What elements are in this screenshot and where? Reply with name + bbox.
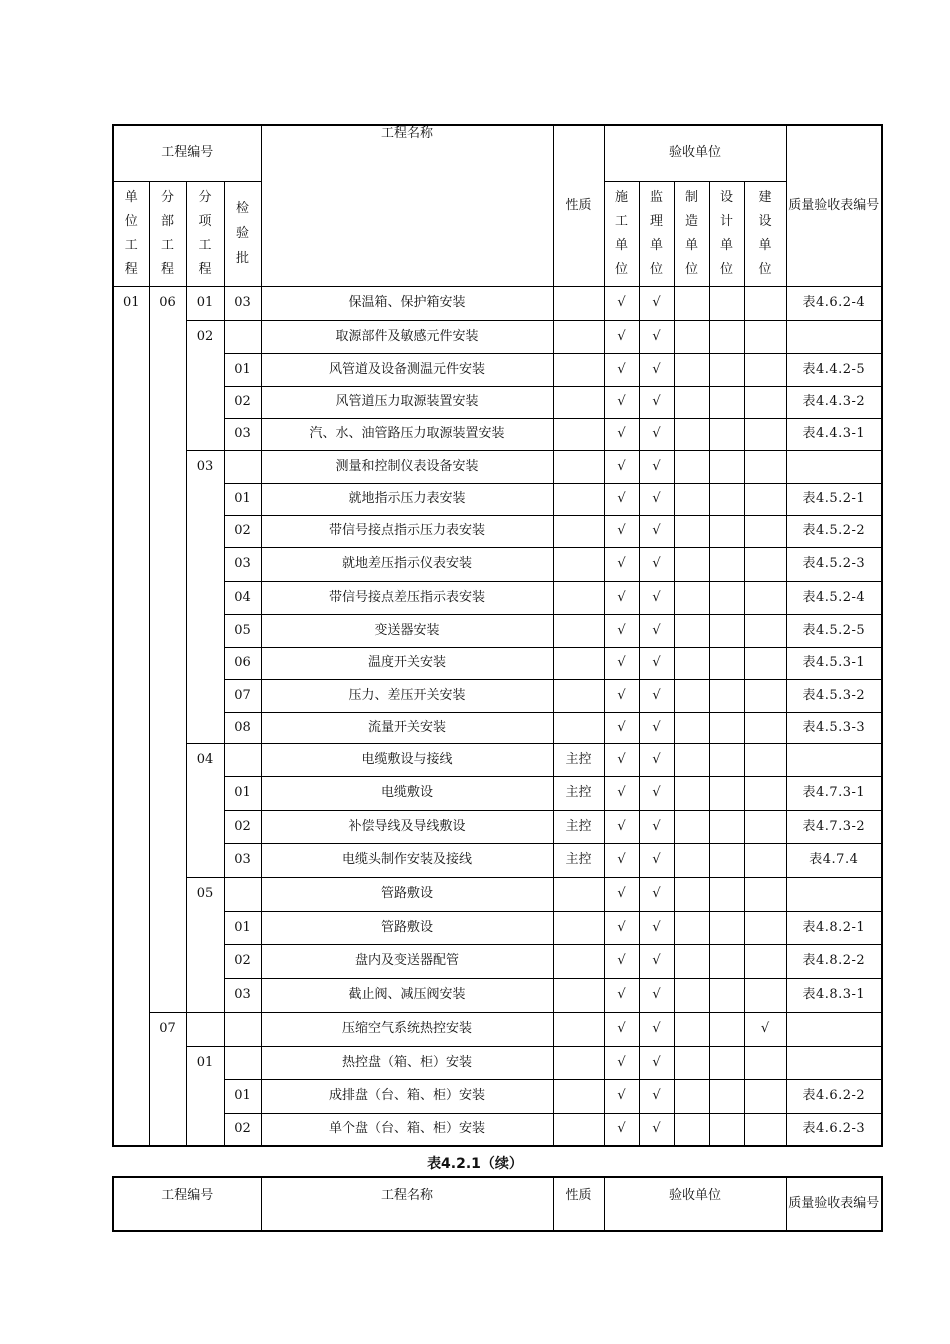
manufacturer-check	[674, 712, 709, 743]
table-row	[113, 911, 882, 944]
project-name-cell: 风管道及设备测温元件安装	[261, 353, 553, 386]
construction-check: √	[604, 1079, 639, 1113]
header-nature: 性质	[553, 125, 604, 286]
supervision-check: √	[639, 1046, 674, 1079]
design-check	[709, 743, 744, 776]
nature-cell	[553, 712, 604, 743]
project-name-cell: 取源部件及敏感元件安装	[261, 320, 553, 353]
manufacturer-check	[674, 877, 709, 911]
supervision-check: √	[639, 418, 674, 450]
nature-cell	[553, 911, 604, 944]
manufacturer-check	[674, 1012, 709, 1046]
project-name-cell: 就地指示压力表安装	[261, 483, 553, 515]
nature-cell	[553, 1012, 604, 1046]
project-name-cell: 变送器安装	[261, 614, 553, 647]
owner-check	[744, 944, 786, 978]
construction-check: √	[604, 614, 639, 647]
subitem-code	[186, 1012, 224, 1046]
design-check	[709, 1012, 744, 1046]
table-row	[113, 843, 882, 877]
nature-cell	[553, 1046, 604, 1079]
header-units-group: 验收单位	[604, 125, 786, 181]
project-name-cell: 温度开关安装	[261, 647, 553, 679]
construction-check: √	[604, 1012, 639, 1046]
supervision-check: √	[639, 679, 674, 712]
manufacturer-check	[674, 320, 709, 353]
design-check	[709, 483, 744, 515]
header-owner-unit: 建设单位	[758, 189, 772, 277]
form-number-cell: 表4.5.2-3	[786, 547, 882, 581]
design-check	[709, 1113, 744, 1146]
batch-code: 05	[224, 614, 261, 647]
construction-check: √	[604, 743, 639, 776]
form-number-cell: 表4.8.2-2	[786, 944, 882, 978]
form-number-cell: 表4.5.3-1	[786, 647, 882, 679]
manufacturer-check	[674, 978, 709, 1012]
supervision-check: √	[639, 944, 674, 978]
batch-code: 03	[224, 978, 261, 1012]
construction-check: √	[604, 911, 639, 944]
construction-check: √	[604, 418, 639, 450]
batch-code	[224, 877, 261, 911]
owner-check	[744, 353, 786, 386]
supervision-check: √	[639, 581, 674, 614]
subitem-code: 01	[186, 1046, 224, 1146]
design-check	[709, 647, 744, 679]
table-row	[113, 1046, 882, 1079]
table-row	[113, 810, 882, 843]
design-check	[709, 547, 744, 581]
manufacturer-check	[674, 843, 709, 877]
form-number-cell: 表4.4.2-5	[786, 353, 882, 386]
form-number-cell: 表4.5.2-2	[786, 515, 882, 547]
project-name-cell: 就地差压指示仪表安装	[261, 547, 553, 581]
design-check	[709, 944, 744, 978]
form-number-cell: 表4.5.2-4	[786, 581, 882, 614]
supervision-check: √	[639, 547, 674, 581]
form-number-cell: 表4.5.2-1	[786, 483, 882, 515]
project-name-cell: 电缆敷设与接线	[261, 743, 553, 776]
header-inspection-batch: 检验批	[236, 201, 250, 266]
form-number-cell: 表4.7.4	[786, 843, 882, 877]
owner-check	[744, 911, 786, 944]
supervision-check: √	[639, 877, 674, 911]
form-number-cell: 表4.5.3-3	[786, 712, 882, 743]
manufacturer-check	[674, 483, 709, 515]
owner-check	[744, 776, 786, 810]
nature-cell	[553, 547, 604, 581]
manufacturer-check	[674, 286, 709, 320]
cont-header-project-name: 工程名称	[261, 1177, 553, 1231]
design-check	[709, 776, 744, 810]
table-row	[113, 581, 882, 614]
owner-check	[744, 450, 786, 483]
owner-check	[744, 743, 786, 776]
project-name-cell: 热控盘（箱、柜）安装	[261, 1046, 553, 1079]
form-number-cell: 表4.8.2-1	[786, 911, 882, 944]
table-row	[113, 1079, 882, 1113]
table-row	[113, 743, 882, 776]
manufacturer-check	[674, 547, 709, 581]
form-number-cell: 表4.8.3-1	[786, 978, 882, 1012]
owner-check	[744, 1113, 786, 1146]
construction-check: √	[604, 353, 639, 386]
header-division-project: 分部工程	[161, 189, 175, 277]
table-row	[113, 712, 882, 743]
nature-cell	[553, 320, 604, 353]
design-check	[709, 911, 744, 944]
project-name-cell: 管路敷设	[261, 877, 553, 911]
cont-header-form-no: 质量验收表编号	[786, 1177, 882, 1231]
subitem-code: 05	[186, 877, 224, 1012]
supervision-check: √	[639, 1012, 674, 1046]
project-name-cell: 带信号接点差压指示表安装	[261, 581, 553, 614]
acceptance-table	[112, 124, 883, 1147]
form-number-cell	[786, 743, 882, 776]
design-check	[709, 320, 744, 353]
manufacturer-check	[674, 353, 709, 386]
owner-check	[744, 1046, 786, 1079]
nature-cell	[553, 1113, 604, 1146]
design-check	[709, 978, 744, 1012]
subitem-code: 01	[186, 286, 224, 320]
supervision-check: √	[639, 320, 674, 353]
header-code-group: 工程编号	[113, 125, 261, 181]
owner-check	[744, 581, 786, 614]
construction-check: √	[604, 776, 639, 810]
project-name-cell: 截止阀、减压阀安装	[261, 978, 553, 1012]
batch-code: 02	[224, 944, 261, 978]
owner-check	[744, 286, 786, 320]
project-name-cell: 单个盘（台、箱、柜）安装	[261, 1113, 553, 1146]
manufacturer-check	[674, 810, 709, 843]
nature-cell	[553, 386, 604, 418]
design-check	[709, 1079, 744, 1113]
project-name-cell: 成排盘（台、箱、柜）安装	[261, 1079, 553, 1113]
supervision-check: √	[639, 353, 674, 386]
nature-cell: 主控	[553, 810, 604, 843]
project-name-cell: 电缆头制作安装及接线	[261, 843, 553, 877]
cont-header-code-group: 工程编号	[113, 1177, 261, 1231]
header-project-name: 工程名称	[261, 125, 553, 286]
owner-check	[744, 320, 786, 353]
owner-check	[744, 614, 786, 647]
design-check	[709, 581, 744, 614]
subitem-code: 03	[186, 450, 224, 743]
design-check	[709, 418, 744, 450]
supervision-check: √	[639, 647, 674, 679]
supervision-check: √	[639, 712, 674, 743]
design-check	[709, 614, 744, 647]
owner-check	[744, 483, 786, 515]
project-name-cell: 风管道压力取源装置安装	[261, 386, 553, 418]
table-row	[113, 944, 882, 978]
table-row	[113, 1012, 882, 1046]
owner-check	[744, 1079, 786, 1113]
construction-check: √	[604, 679, 639, 712]
batch-code: 02	[224, 1113, 261, 1146]
batch-code: 03	[224, 547, 261, 581]
division-code: 06	[149, 286, 186, 1012]
supervision-check: √	[639, 483, 674, 515]
subitem-code: 04	[186, 743, 224, 877]
nature-cell	[553, 483, 604, 515]
form-number-cell: 表4.4.3-2	[786, 386, 882, 418]
header-unit-project: 单位工程	[124, 189, 138, 277]
owner-check	[744, 712, 786, 743]
nature-cell	[553, 581, 604, 614]
form-number-cell: 表4.5.3-2	[786, 679, 882, 712]
construction-check: √	[604, 1113, 639, 1146]
design-check	[709, 515, 744, 547]
manufacturer-check	[674, 450, 709, 483]
table-row	[113, 679, 882, 712]
supervision-check: √	[639, 843, 674, 877]
design-check	[709, 286, 744, 320]
manufacturer-check	[674, 1046, 709, 1079]
construction-check: √	[604, 547, 639, 581]
batch-code	[224, 320, 261, 353]
manufacturer-check	[674, 614, 709, 647]
design-check	[709, 353, 744, 386]
unit-code: 01	[113, 286, 149, 1146]
project-name-cell: 汽、水、油管路压力取源装置安装	[261, 418, 553, 450]
batch-code	[224, 1046, 261, 1079]
owner-check	[744, 978, 786, 1012]
owner-check	[744, 418, 786, 450]
construction-check: √	[604, 320, 639, 353]
supervision-check: √	[639, 1079, 674, 1113]
batch-code: 01	[224, 353, 261, 386]
design-check	[709, 386, 744, 418]
table-row	[113, 547, 882, 581]
nature-cell	[553, 450, 604, 483]
design-check	[709, 843, 744, 877]
batch-code: 03	[224, 843, 261, 877]
table-row	[113, 647, 882, 679]
form-number-cell: 表4.5.2-5	[786, 614, 882, 647]
construction-check: √	[604, 483, 639, 515]
nature-cell	[553, 614, 604, 647]
nature-cell: 主控	[553, 743, 604, 776]
design-check	[709, 712, 744, 743]
batch-code	[224, 743, 261, 776]
table-row	[113, 320, 882, 353]
design-check	[709, 450, 744, 483]
table-row	[113, 450, 882, 483]
header-form-no: 质量验收表编号	[786, 125, 882, 286]
nature-cell	[553, 944, 604, 978]
form-number-cell	[786, 320, 882, 353]
supervision-check: √	[639, 614, 674, 647]
design-check	[709, 1046, 744, 1079]
batch-code: 01	[224, 483, 261, 515]
owner-check	[744, 843, 786, 877]
header-design-unit: 设计单位	[720, 189, 734, 277]
division-code: 07	[149, 1012, 186, 1146]
form-number-cell: 表4.7.3-1	[786, 776, 882, 810]
form-number-cell	[786, 1012, 882, 1046]
project-name-cell: 测量和控制仪表设备安装	[261, 450, 553, 483]
batch-code	[224, 450, 261, 483]
construction-check: √	[604, 286, 639, 320]
table-row	[113, 483, 882, 515]
manufacturer-check	[674, 1079, 709, 1113]
batch-code: 01	[224, 911, 261, 944]
nature-cell	[553, 515, 604, 547]
header-manufacturer-unit: 制造单位	[685, 189, 699, 277]
table-row	[113, 418, 882, 450]
header-subitem-project: 分项工程	[198, 189, 212, 277]
subitem-code: 02	[186, 320, 224, 450]
manufacturer-check	[674, 515, 709, 547]
owner-check	[744, 647, 786, 679]
continuation-table	[112, 1176, 883, 1232]
project-name-cell: 流量开关安装	[261, 712, 553, 743]
supervision-check: √	[639, 1113, 674, 1146]
supervision-check: √	[639, 776, 674, 810]
batch-code	[224, 1012, 261, 1046]
table-row	[113, 877, 882, 911]
owner-check	[744, 877, 786, 911]
table-caption: 表4.2.1（续）	[427, 1156, 523, 1172]
supervision-check: √	[639, 743, 674, 776]
nature-cell	[553, 647, 604, 679]
project-name-cell: 管路敷设	[261, 911, 553, 944]
form-number-cell: 表4.6.2-3	[786, 1113, 882, 1146]
manufacturer-check	[674, 647, 709, 679]
manufacturer-check	[674, 581, 709, 614]
nature-cell	[553, 286, 604, 320]
batch-code: 02	[224, 810, 261, 843]
construction-check: √	[604, 450, 639, 483]
nature-cell	[553, 1079, 604, 1113]
form-number-cell: 表4.6.2-4	[786, 286, 882, 320]
form-number-cell: 表4.4.3-1	[786, 418, 882, 450]
project-name-cell: 补偿导线及导线敷设	[261, 810, 553, 843]
project-name-cell: 电缆敷设	[261, 776, 553, 810]
table-row	[113, 353, 882, 386]
table-row	[113, 614, 882, 647]
manufacturer-check	[674, 911, 709, 944]
batch-code: 03	[224, 286, 261, 320]
owner-check	[744, 547, 786, 581]
construction-check: √	[604, 877, 639, 911]
construction-check: √	[604, 581, 639, 614]
design-check	[709, 810, 744, 843]
batch-code: 01	[224, 776, 261, 810]
manufacturer-check	[674, 679, 709, 712]
batch-code: 04	[224, 581, 261, 614]
batch-code: 02	[224, 515, 261, 547]
owner-check	[744, 810, 786, 843]
construction-check: √	[604, 978, 639, 1012]
manufacturer-check	[674, 418, 709, 450]
construction-check: √	[604, 647, 639, 679]
batch-code: 06	[224, 647, 261, 679]
table-row	[113, 286, 882, 320]
batch-code: 08	[224, 712, 261, 743]
project-name-cell: 带信号接点指示压力表安装	[261, 515, 553, 547]
supervision-check: √	[639, 978, 674, 1012]
design-check	[709, 679, 744, 712]
project-name-cell: 盘内及变送器配管	[261, 944, 553, 978]
form-number-cell: 表4.6.2-2	[786, 1079, 882, 1113]
supervision-check: √	[639, 515, 674, 547]
project-name-cell: 保温箱、保护箱安装	[261, 286, 553, 320]
nature-cell	[553, 353, 604, 386]
manufacturer-check	[674, 1113, 709, 1146]
form-number-cell: 表4.7.3-2	[786, 810, 882, 843]
nature-cell: 主控	[553, 843, 604, 877]
owner-check	[744, 679, 786, 712]
table-row	[113, 386, 882, 418]
owner-check	[744, 515, 786, 547]
manufacturer-check	[674, 386, 709, 418]
manufacturer-check	[674, 743, 709, 776]
supervision-check: √	[639, 450, 674, 483]
design-check	[709, 877, 744, 911]
construction-check: √	[604, 843, 639, 877]
supervision-check: √	[639, 386, 674, 418]
batch-code: 03	[224, 418, 261, 450]
cont-header-units-group: 验收单位	[604, 1177, 786, 1231]
header-construction-unit: 施工单位	[615, 189, 629, 277]
batch-code: 02	[224, 386, 261, 418]
nature-cell	[553, 877, 604, 911]
table-row	[113, 776, 882, 810]
nature-cell	[553, 418, 604, 450]
supervision-check: √	[639, 286, 674, 320]
nature-cell	[553, 679, 604, 712]
form-number-cell	[786, 877, 882, 911]
nature-cell: 主控	[553, 776, 604, 810]
cont-header-nature: 性质	[553, 1177, 604, 1231]
construction-check: √	[604, 944, 639, 978]
table-row	[113, 1113, 882, 1146]
table-row	[113, 515, 882, 547]
form-number-cell	[786, 1046, 882, 1079]
construction-check: √	[604, 1046, 639, 1079]
construction-check: √	[604, 712, 639, 743]
nature-cell	[553, 978, 604, 1012]
manufacturer-check	[674, 944, 709, 978]
owner-check	[744, 386, 786, 418]
construction-check: √	[604, 386, 639, 418]
construction-check: √	[604, 515, 639, 547]
supervision-check: √	[639, 810, 674, 843]
manufacturer-check	[674, 776, 709, 810]
owner-check: √	[744, 1012, 786, 1046]
header-supervision-unit: 监理单位	[650, 189, 664, 277]
construction-check: √	[604, 810, 639, 843]
batch-code: 01	[224, 1079, 261, 1113]
table-row	[113, 978, 882, 1012]
batch-code: 07	[224, 679, 261, 712]
supervision-check: √	[639, 911, 674, 944]
project-name-cell: 压力、差压开关安装	[261, 679, 553, 712]
form-number-cell	[786, 450, 882, 483]
project-name-cell: 压缩空气系统热控安装	[261, 1012, 553, 1046]
